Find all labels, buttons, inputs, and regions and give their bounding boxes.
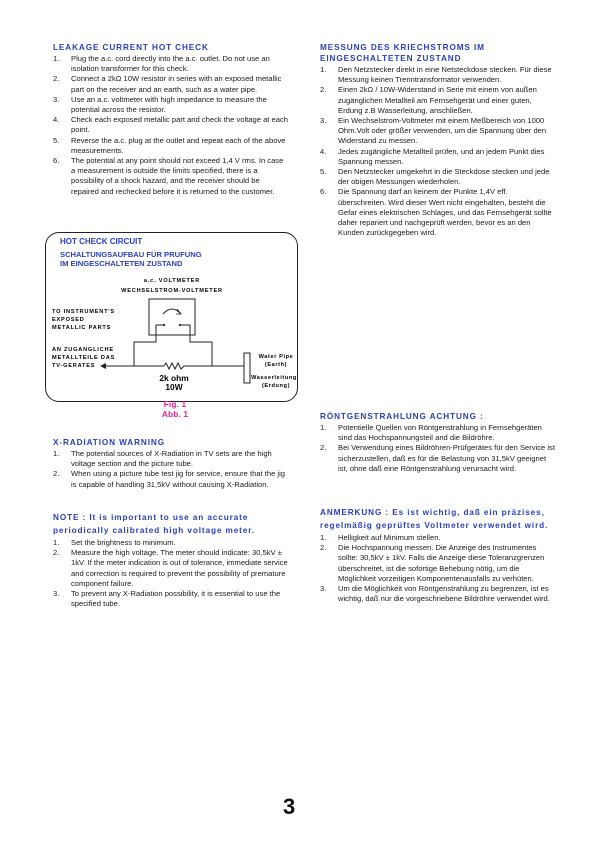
roentgen-title: RÖNTGENSTRAHLUNG ACHTUNG : [320, 412, 484, 421]
exposed-label-2: EXPOSED [52, 317, 85, 323]
list-item [320, 533, 556, 543]
zugang-label-2: METALLTEILE DAS [52, 355, 116, 361]
anmerkung-list [320, 533, 556, 604]
wire-right [180, 325, 212, 366]
item-number: 1. [53, 538, 60, 547]
item-text: Set the brightness to minimum. [71, 538, 176, 547]
item-number: 6. [53, 156, 60, 166]
list-item [53, 115, 289, 135]
item-number: 2. [320, 443, 327, 453]
list-item [53, 156, 289, 197]
list-item [320, 543, 556, 584]
item-text: When using a picture tube test jig for service, ensure that the jig is capable of handling 31,5kV without causing X-Radiation. [71, 469, 286, 489]
item-text: Jedes zugängliche Metallteil prüfen, und an jedem Punkt dies Spannung messen. [338, 146, 545, 166]
item-number: 3. [320, 584, 327, 594]
note-list [53, 538, 289, 609]
diagram-subtitle-1: SCHALTUNGSAUFBAU FÜR PRUFUNG [60, 250, 202, 259]
item-text: Einen 2kΩ / 10W-Widerstand in Serie mit einem von außen zugänglichen Metallteil am Fernsehgerät und einer guten, Erdung z.B Wasserleitung, anschließen. [338, 85, 537, 115]
list-item [320, 584, 556, 604]
item-text: Um die Möglichkeit von Röntgenstrahlung zu begrenzen, ist es wichtig, daß nur die vorgeschriebene Bildröhre verwendet wird. [338, 584, 550, 604]
item-number: 3. [320, 116, 327, 126]
water-earth-label: (Earth) [264, 362, 288, 368]
list-item [53, 538, 289, 548]
note-title: NOTE : It is important to use an accurate periodically calibrated high voltage meter. [53, 513, 256, 535]
list-item [320, 85, 556, 116]
messung-title: MESSUNG DES KRIECHSTROMS IM EINGESCHALTETEN ZUSTAND [320, 43, 485, 63]
erdung-label: (Erdung) [261, 383, 291, 389]
list-item [320, 147, 556, 167]
roentgen-section [320, 411, 556, 474]
item-text: Den Netzstecker umgekehrt in die Steckdose stecken und jede der obigen Messungen wiederholen. [338, 167, 550, 187]
item-number: 2. [320, 543, 327, 553]
probe-arrow-icon [100, 363, 106, 369]
resistor-icon [164, 363, 184, 369]
item-number: 4. [320, 146, 327, 156]
item-number: 3. [53, 589, 60, 599]
diagram-subtitle-2: IM EINGESCHALTETEN ZUSTAND [60, 259, 183, 268]
voltmeter-dial-icon [163, 309, 181, 314]
messung-list [320, 65, 556, 238]
list-item [53, 449, 289, 469]
item-number: 2. [320, 85, 327, 95]
exposed-label-1: TO INSTRUMENT'S [52, 309, 115, 315]
item-number: 5. [53, 135, 60, 145]
item-number: 1. [53, 449, 60, 458]
xray-section [53, 437, 289, 490]
hot-check-diagram [45, 232, 298, 402]
item-number: 2. [53, 74, 60, 84]
voltmeter-label-de: WECHSELSTROM-VOLTMETER [121, 288, 223, 294]
item-number: 3. [53, 94, 60, 104]
list-item [320, 443, 556, 474]
item-number: 2. [53, 469, 60, 479]
item-text: The potential at any point should not exceed 1,4 V rms. In case a measurement is outside the limits specified, there is a possibility of a shock hazard, and the receiver should be repaired and rechecked before it is returned to the customer. [71, 156, 284, 196]
leakage-title: LEAKAGE CURRENT HOT CHECK [53, 43, 209, 52]
figure-caption [150, 400, 200, 420]
item-text: Check each exposed metallic part and check the voltage at each point. [71, 115, 288, 135]
list-item [53, 469, 289, 489]
item-text: To prevent any X-Radiation possibility, it is essential to use the specified tube. [71, 589, 281, 609]
list-item [320, 167, 556, 187]
hot-check-circuit-svg [46, 233, 299, 403]
item-text: Potentielle Quellen von Röntgenstrahlung in Fernsehgeräten sind das Hochspannungsteil and die Bildröhre. [338, 423, 542, 443]
zugang-label-3: TV-GERATES [52, 363, 96, 369]
item-text: Die Hochspannung messen. Die Anzeige des Instrumentes sollte: 30,5kV ± 1kV. Falls die Anzeige diese Toleranzgrenzen überschreitet, ist die sofortige Behebung nötig, um die Möglichkeit vorzeitigen Komponentenausfalls zu verhüten. [338, 543, 545, 583]
item-number: 1. [320, 65, 327, 74]
item-text: Helligkeit auf Minimum stellen. [338, 533, 441, 542]
item-number: 4. [53, 115, 60, 125]
water-pipe-label: Water Pipe [258, 354, 294, 360]
item-text: Reverse the a.c. plug at the outlet and repeat each of the above measurements. [71, 135, 286, 155]
xray-list [53, 449, 289, 490]
item-text: Measure the high voltage. The meter should indicate: 30,5kV ± 1kV. If the meter indication is out of tolerance, immediate service and correction is required to prevent the possibility of premature component failure. [71, 548, 288, 588]
item-text: Use an a.c. voltmeter with high impedance to measure the potential across the resistor. [71, 94, 267, 115]
item-text: Den Netzstecker direkt in eine Netsteckdose stecken. Für diese Messung keinen Trenntransformator verwenden. [338, 65, 552, 85]
wasser-label: Wasserleitung [251, 375, 297, 381]
leakage-list [53, 54, 289, 197]
list-item [320, 65, 556, 85]
item-text: Ein Wechselstrom-Voltmeter mit einem Meßbereich von 1000 Ohm.Volt oder größer verwenden, um die Spannung über den Widerstand zu messen. [338, 116, 547, 146]
note-section [53, 512, 289, 609]
list-item [53, 74, 289, 94]
messung-section [320, 42, 556, 238]
list-item [320, 187, 556, 238]
item-text: Bei Verwendung eines Bildröhren-Prüfgerätes für den Service ist sicherzustellen, daß es für die Belastung von 31,5kV geeignet ist, ohne daß eine Röntgenstrahlung verursacht wird. [338, 443, 555, 473]
leakage-section [53, 42, 289, 197]
exposed-label-3: METALLIC PARTS [52, 325, 112, 331]
xray-title: X-RADIATION WARNING [53, 438, 166, 447]
item-number: 2. [53, 548, 60, 558]
item-number: 1. [53, 54, 60, 63]
list-item [53, 95, 289, 115]
resistor-value: 2k ohm [159, 373, 189, 383]
item-number: 1. [320, 423, 327, 432]
list-item [320, 423, 556, 443]
item-text: Plug the a.c. cord directly into the a.c. outlet. Do not use an isolation transformer for this check. [71, 54, 270, 74]
list-item [53, 136, 289, 156]
item-number: 5. [320, 167, 327, 177]
list-item [320, 116, 556, 147]
list-item [53, 54, 289, 74]
item-text: Connect a 2kΩ 10W resistor in series with an exposed metallic part on the receiver and an earth, such as a water pipe. [71, 74, 282, 94]
fig-label-de: Abb. 1 [161, 410, 189, 419]
roentgen-list [320, 423, 556, 474]
anmerkung-title: ANMERKUNG : Es ist wichtig, daß ein präzises, regelmäßig geprüftes Voltmeter verwendet wird. [320, 508, 549, 530]
list-item [53, 548, 289, 589]
zugang-label-1: AN ZUGANGLICHE [52, 347, 114, 353]
item-text: Die Spannung darf an keinem der Punkte 1,4V eff. überschreiten. Wird dieser Wert nicht eingehalten, besteht die Gefar eines elektrischen Schlages, und das Fernsehgerät sollte daher repariert und nachgeprüft werden, bevor es an den Kunden zurückgegeben wird. [338, 187, 552, 238]
voltmeter-label-en: a.c. VOLTMETER [143, 278, 201, 284]
fig-label-en: Fig. 1 [163, 400, 187, 409]
anmerkung-section [320, 507, 556, 604]
voltmeter-needle-icon [176, 309, 181, 314]
item-number: 1. [320, 533, 327, 542]
list-item [53, 589, 289, 609]
water-pipe-icon [244, 353, 250, 383]
item-number: 6. [320, 187, 327, 197]
resistor-power: 10W [165, 382, 183, 392]
item-text: The potential sources of X-Radiation in TV sets are the high voltage section and the picture tube. [71, 449, 272, 469]
page-number: 3 [283, 794, 296, 819]
diagram-title: HOT CHECK CIRCUIT [60, 237, 143, 246]
